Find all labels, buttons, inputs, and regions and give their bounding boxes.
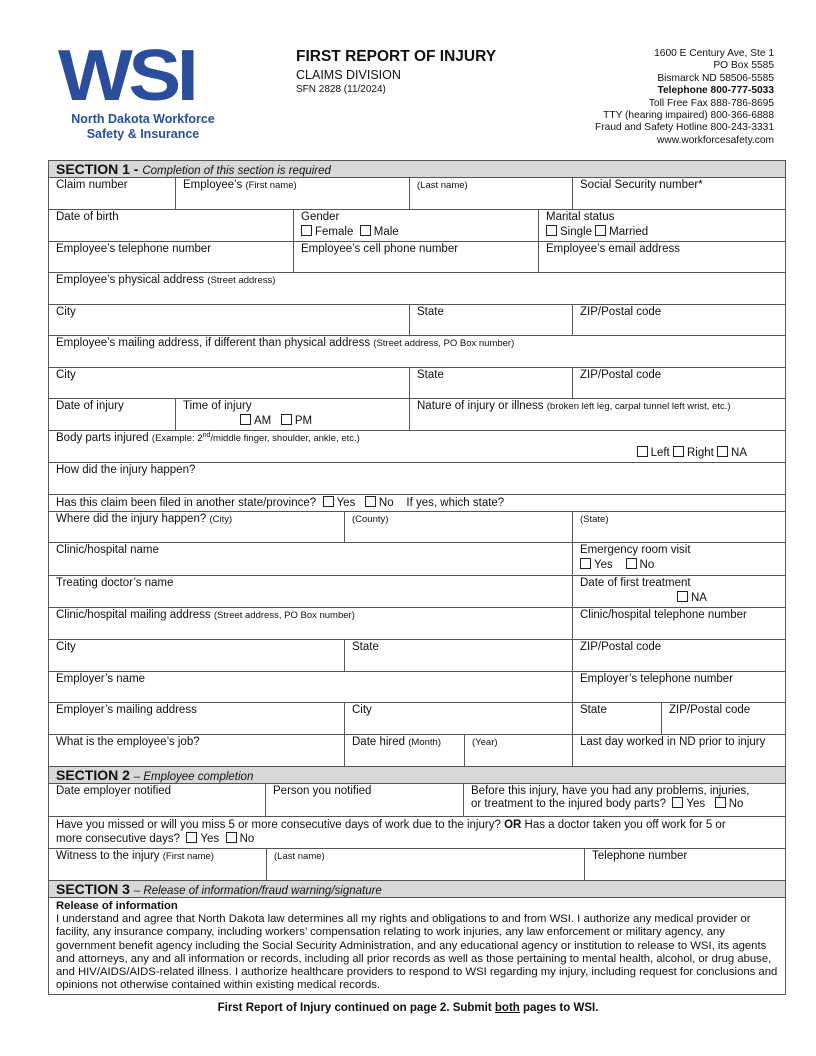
field-note: (Street address) <box>207 275 276 286</box>
field-note: (Year) <box>472 737 498 748</box>
mailing-address-field[interactable] <box>49 336 785 367</box>
field-note: (Month) <box>408 737 441 748</box>
employee-cell-field[interactable] <box>294 242 539 272</box>
field-label: Date of first treatment <box>580 577 691 589</box>
clinic-telephone-field[interactable] <box>573 608 785 639</box>
field-note: (County) <box>352 514 389 525</box>
field-label: Employer’s name <box>56 673 146 685</box>
address-line: 1600 E Century Ave, Ste 1 <box>654 48 774 59</box>
field-label: Has a doctor taken you off work for 5 or <box>524 819 726 831</box>
option-label: Yes <box>200 833 220 845</box>
employee-email-field[interactable] <box>539 242 785 272</box>
title-division: CLAIMS DIVISION <box>296 68 401 82</box>
er-yes-checkbox[interactable] <box>580 558 591 569</box>
field-note: (Last name) <box>274 851 325 862</box>
witness-last-name-field[interactable] <box>267 849 585 880</box>
section-3-header <box>49 881 785 898</box>
section-3-title: SECTION 3 <box>56 881 130 897</box>
option-label: No <box>239 833 255 845</box>
filed-other-state-question <box>49 495 785 511</box>
field-label: Last day worked in ND prior to injury <box>580 736 766 748</box>
field-label: Have you missed or will you miss 5 or more consecutive days of work due to the injury? <box>56 819 501 831</box>
field-label: Marital status <box>546 211 615 223</box>
mailing-state-field[interactable] <box>410 368 573 398</box>
field-label: Social Security number* <box>580 179 703 191</box>
witness-first-name-field[interactable] <box>49 849 267 880</box>
field-label: Before this injury, have you had any problems, injuries, <box>471 785 750 797</box>
field-label: Employee’s telephone number <box>56 243 212 255</box>
er-no-checkbox[interactable] <box>626 558 637 569</box>
field-label: State <box>352 641 379 653</box>
field-label: Employer’s mailing address <box>56 704 197 716</box>
ssn-field[interactable] <box>573 178 785 209</box>
na-checkbox[interactable] <box>717 446 728 457</box>
field-note: (First name) <box>162 851 214 862</box>
footer-text: First Report of Injury continued on page 2. Submit <box>217 1002 492 1014</box>
section-2-header <box>49 767 785 784</box>
field-label: City <box>56 306 76 318</box>
clinic-state-field[interactable] <box>345 640 573 671</box>
field-label: Employee’s physical address <box>56 274 205 286</box>
field-label: or treatment to the injured body parts? <box>471 798 666 810</box>
option-label: Yes <box>594 559 613 571</box>
hotline-line: Fraud and Safety Hotline 800-243-3331 <box>595 122 774 134</box>
option-label: No <box>728 798 744 810</box>
prior-yes-checkbox[interactable] <box>672 797 683 808</box>
option-label: Yes <box>686 798 706 810</box>
claim-number-field[interactable] <box>49 178 176 209</box>
field-label: Employee’s mailing address, if different than physical address <box>56 337 371 349</box>
employer-state-field[interactable] <box>573 703 662 734</box>
wsi-logo <box>58 36 228 142</box>
form-title <box>296 48 496 95</box>
clinic-city-field[interactable] <box>49 640 345 671</box>
employer-telephone-field[interactable] <box>573 672 785 702</box>
married-checkbox[interactable] <box>595 225 606 236</box>
field-label: Emergency room visit <box>580 544 691 556</box>
doctor-name-field[interactable] <box>49 576 573 607</box>
title-main: FIRST REPORT OF INJURY <box>296 48 497 65</box>
pm-checkbox[interactable] <box>281 414 292 425</box>
field-label: Person you notified <box>273 785 372 797</box>
field-note: (Street address, PO Box number) <box>213 610 355 621</box>
gender-field <box>294 210 539 241</box>
release-title: Release of information <box>56 900 178 912</box>
prior-problems-question <box>464 784 785 816</box>
field-label: Clinic/hospital mailing address <box>56 609 211 621</box>
physical-zip-field[interactable] <box>573 305 785 335</box>
how-injury-happened-field[interactable] <box>49 463 785 494</box>
field-note: (broken left leg, carpal tunnel left wrist, etc.) <box>546 401 731 412</box>
option-label: Single <box>560 226 592 238</box>
field-label: Clinic/hospital telephone number <box>580 609 747 621</box>
field-label: Employee’s <box>183 179 243 191</box>
footer-text: pages to WSI. <box>523 1002 599 1014</box>
field-note: (Example: 2 <box>151 433 203 445</box>
or-label: OR <box>504 819 522 831</box>
field-label: Gender <box>301 211 340 223</box>
section-1-title: SECTION 1 - <box>56 161 139 177</box>
section-3-note: – Release of information/fraud warning/signature <box>133 885 382 897</box>
option-label: No <box>639 559 655 571</box>
option-label: Female <box>315 226 354 238</box>
section-1-note: Completion of this section is required <box>142 165 331 177</box>
field-label: Clinic/hospital name <box>56 544 159 556</box>
website-line: www.workforcesafety.com <box>657 134 774 146</box>
body-parts-field[interactable] <box>49 431 785 462</box>
employee-job-field[interactable] <box>49 735 345 766</box>
injury-city-field[interactable] <box>49 512 345 542</box>
injury-form <box>48 160 786 995</box>
physical-city-field[interactable] <box>49 305 410 335</box>
field-label: Where did the injury happen? <box>56 513 207 525</box>
time-of-injury-field[interactable] <box>176 399 410 430</box>
contact-address <box>595 48 774 147</box>
left-checkbox[interactable] <box>637 446 648 457</box>
logo-line1: North Dakota Workforce <box>71 112 215 126</box>
right-checkbox[interactable] <box>673 446 684 457</box>
mailing-zip-field[interactable] <box>573 368 785 398</box>
physical-address-field[interactable] <box>49 273 785 304</box>
field-label: ZIP/Postal code <box>580 369 662 381</box>
date-employer-notified-field[interactable] <box>49 784 266 816</box>
field-label: Date of birth <box>56 211 119 223</box>
field-label: City <box>352 704 372 716</box>
logo-line2: Safety & Insurance <box>86 127 200 141</box>
missed-work-question <box>49 817 785 848</box>
footer-emphasis: both <box>494 1002 520 1014</box>
employee-last-name-field[interactable] <box>410 178 573 209</box>
field-label: Employee’s email address <box>546 243 681 255</box>
injury-county-field[interactable] <box>345 512 573 542</box>
employer-address-field[interactable] <box>49 703 345 734</box>
person-notified-field[interactable] <box>266 784 464 816</box>
first-treatment-field[interactable] <box>573 576 785 607</box>
release-text: I understand and agree that North Dakota law determines all my rights and obligations to and from WSI. I authorize any medical provider or facility, any insurance company, including workers’ compensation relating to work injuries, any law enforcement or military agency, any government benefit agency including the Social Security Administration, and any educational agency or institution to release to WSI, its agents and attorneys, any and all information or records, including all prior records as well as those pertaining to mental health, alcohol, or drug abuse, and HIV/AIDS/AIDS-related illness. I authorize healthcare providers to respond to WSI regarding my injury, including request for conclusions and opinions not otherwise contained within existing medical records. <box>56 913 778 992</box>
field-note: (State) <box>580 514 609 525</box>
filed-yes-checkbox[interactable] <box>323 496 334 507</box>
employer-name-field[interactable] <box>49 672 573 702</box>
option-label: NA <box>691 592 707 604</box>
field-label: more consecutive days? <box>56 833 181 845</box>
field-label: Witness to the injury <box>56 850 160 862</box>
witness-telephone-field[interactable] <box>585 849 785 880</box>
field-label: Date employer notified <box>56 785 172 797</box>
last-day-worked-field[interactable] <box>573 735 785 766</box>
option-label: PM <box>294 415 313 427</box>
nature-of-injury-field[interactable] <box>410 399 785 430</box>
field-label: Claim number <box>56 179 128 191</box>
option-label: Yes <box>336 497 356 509</box>
field-label: City <box>56 641 76 653</box>
field-note: (First name) <box>245 180 297 191</box>
field-note: (Last name) <box>417 180 468 191</box>
field-label: Employer’s telephone number <box>580 673 733 685</box>
clinic-name-field[interactable] <box>49 543 573 575</box>
date-hired-year-field[interactable] <box>465 735 573 766</box>
option-label: AM <box>254 415 272 427</box>
option-label: NA <box>731 447 747 459</box>
date-of-injury-field[interactable] <box>49 399 176 430</box>
field-label: ZIP/Postal code <box>580 306 662 318</box>
field-label: State <box>580 704 607 716</box>
clinic-zip-field[interactable] <box>573 640 785 671</box>
field-label: Body parts injured <box>56 432 149 445</box>
field-label: City <box>56 369 76 381</box>
option-label: Married <box>609 226 649 238</box>
injury-state-field[interactable] <box>573 512 785 542</box>
field-note: (City) <box>209 514 233 525</box>
fax-line: Toll Free Fax 888-786-8695 <box>648 97 774 109</box>
mailing-city-field[interactable] <box>49 368 410 398</box>
employer-zip-field[interactable] <box>662 703 785 734</box>
field-note: /middle finger, shoulder, ankle, etc.) <box>210 433 360 445</box>
clinic-address-field[interactable] <box>49 608 573 639</box>
option-label: Left <box>650 447 670 459</box>
marital-status-field <box>539 210 785 241</box>
logo-subtitle <box>58 112 228 142</box>
address-line: Bismarck ND 58506-5585 <box>657 72 774 84</box>
field-label: Has this claim been filed in another state/province? <box>56 497 317 509</box>
field-label: State <box>417 306 444 318</box>
field-label: What is the employee’s job? <box>56 736 200 748</box>
field-label: How did the injury happen? <box>56 464 196 476</box>
date-hired-month-field[interactable] <box>345 735 465 766</box>
section-2-note: – Employee completion <box>133 771 254 783</box>
male-checkbox[interactable] <box>360 225 371 236</box>
tty-line: TTY (hearing impaired) 800-366-6888 <box>603 110 774 122</box>
option-label: Male <box>373 226 399 238</box>
field-note: (Street address, PO Box number) <box>373 338 515 349</box>
field-label: Date of injury <box>56 400 124 412</box>
release-of-information <box>49 898 785 995</box>
single-checkbox[interactable] <box>546 225 557 236</box>
female-checkbox[interactable] <box>301 225 312 236</box>
field-label: ZIP/Postal code <box>580 641 662 653</box>
missed-no-checkbox[interactable] <box>226 832 237 843</box>
option-label: No <box>378 497 394 509</box>
telephone-line: Telephone 800-777-5033 <box>657 85 774 97</box>
address-line: PO Box 5585 <box>713 60 774 72</box>
physical-state-field[interactable] <box>410 305 573 335</box>
field-label: Time of injury <box>183 400 252 412</box>
field-label: Date hired <box>352 736 406 748</box>
er-visit-field <box>573 543 785 575</box>
employee-first-name-field[interactable] <box>176 178 410 209</box>
title-form-no: SFN 2828 (11/2024) <box>296 84 386 95</box>
section-1-header <box>49 161 785 178</box>
missed-yes-checkbox[interactable] <box>186 832 197 843</box>
dob-field[interactable] <box>49 210 294 241</box>
field-note-sup: nd <box>202 432 211 439</box>
field-label: Treating doctor’s name <box>56 577 174 589</box>
field-label: Telephone number <box>592 850 688 862</box>
filed-no-checkbox[interactable] <box>365 496 376 507</box>
field-label: Employee’s cell phone number <box>301 243 459 255</box>
employer-city-field[interactable] <box>345 703 573 734</box>
field-label: State <box>417 369 444 381</box>
section-2-title: SECTION 2 <box>56 767 130 783</box>
am-checkbox[interactable] <box>240 414 251 425</box>
option-label: Right <box>686 447 714 459</box>
prior-no-checkbox[interactable] <box>715 797 726 808</box>
employee-telephone-field[interactable] <box>49 242 294 272</box>
field-label: ZIP/Postal code <box>669 704 751 716</box>
field-label: If yes, which state? <box>406 497 505 509</box>
field-label: Nature of injury or illness <box>417 400 544 412</box>
treatment-na-checkbox[interactable] <box>677 591 688 602</box>
page-footer <box>0 1002 816 1014</box>
logo-mark: WSI <box>58 36 195 116</box>
